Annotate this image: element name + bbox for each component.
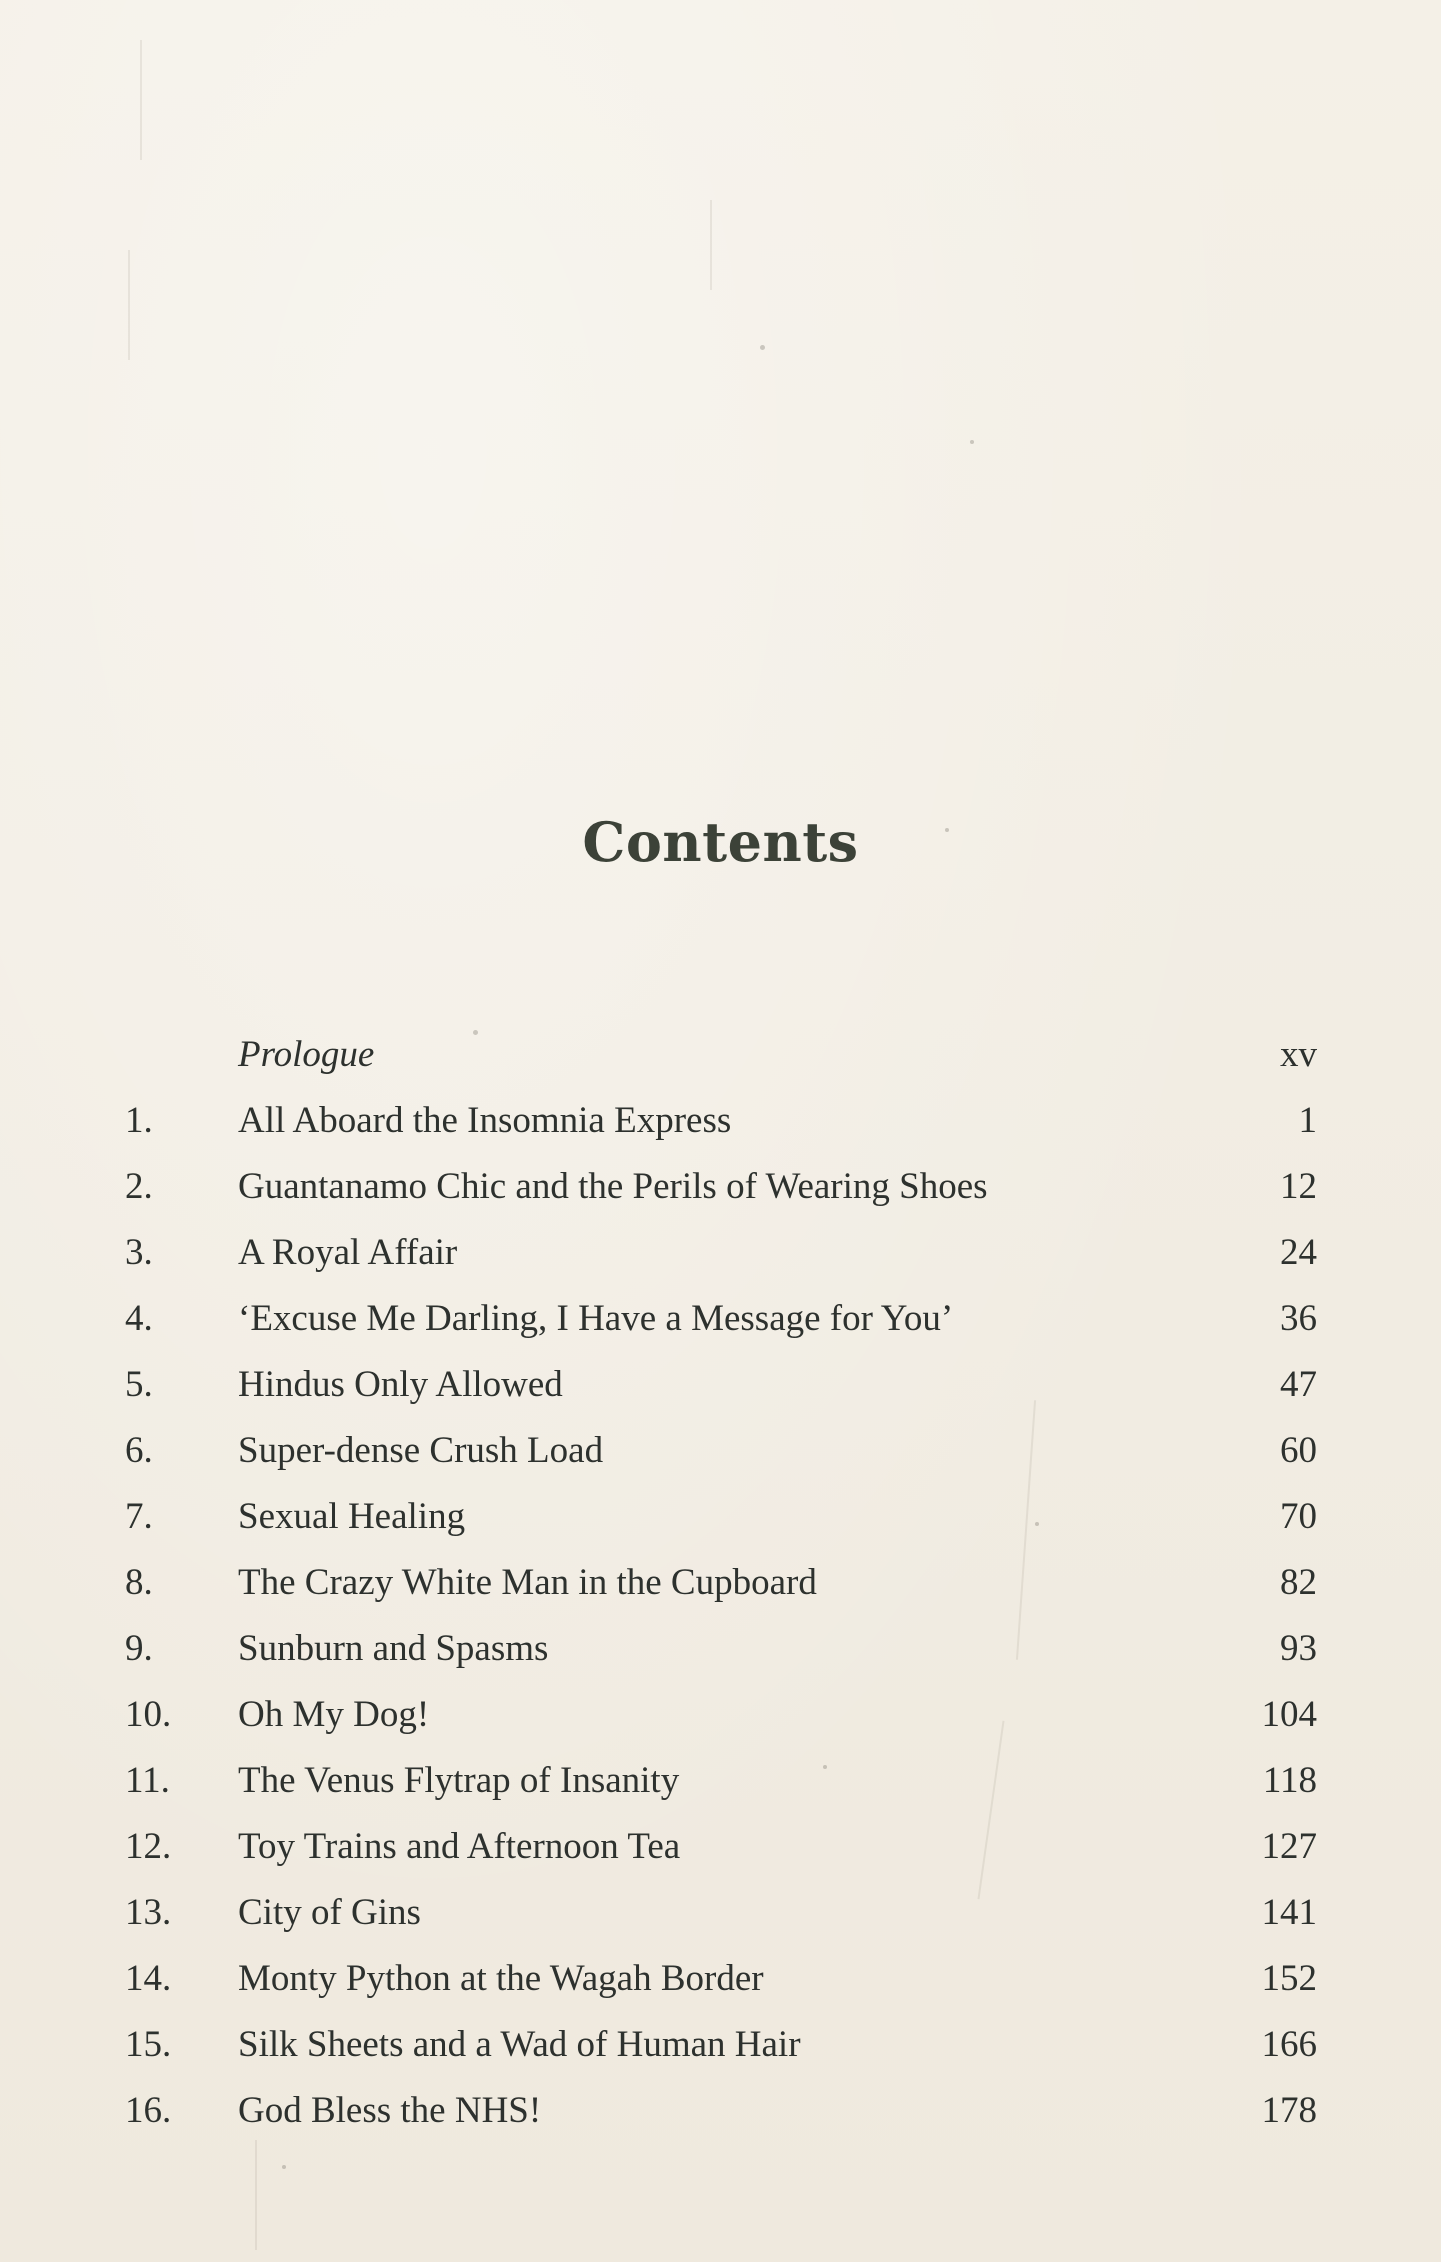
page-number: 166 xyxy=(1261,2024,1317,2065)
toc-entry xyxy=(0,1154,1441,1220)
chapter-number: 7. xyxy=(125,1496,153,1537)
toc-entry xyxy=(0,1550,1441,1616)
paper-streak xyxy=(710,200,712,290)
chapter-title: God Bless the NHS! xyxy=(238,2090,542,2131)
page-number: 24 xyxy=(1280,1232,1317,1273)
paper-streak xyxy=(140,40,142,160)
toc-entry xyxy=(0,1352,1441,1418)
chapter-number: 10. xyxy=(125,1694,172,1735)
toc-entry xyxy=(0,2078,1441,2144)
toc-entry xyxy=(0,1418,1441,1484)
paper-streak xyxy=(255,2140,257,2250)
page-number: 141 xyxy=(1261,1892,1317,1933)
toc-entry xyxy=(0,1022,1441,1088)
toc-entry xyxy=(0,1286,1441,1352)
chapter-title: Super-dense Crush Load xyxy=(238,1430,604,1471)
page-number: 127 xyxy=(1261,1826,1317,1867)
toc-entry xyxy=(0,1484,1441,1550)
page-number: 12 xyxy=(1280,1166,1317,1207)
chapter-number: 6. xyxy=(125,1430,153,1471)
page-number: 104 xyxy=(1261,1694,1317,1735)
page-number: 82 xyxy=(1280,1562,1317,1603)
chapter-number: 15. xyxy=(125,2024,172,2065)
table-of-contents xyxy=(0,1022,1441,2144)
chapter-number: 1. xyxy=(125,1100,153,1141)
page-number: 47 xyxy=(1280,1364,1317,1405)
chapter-title: The Crazy White Man in the Cupboard xyxy=(238,1562,817,1603)
contents-heading: Contents xyxy=(582,810,859,874)
toc-entry xyxy=(0,1814,1441,1880)
toc-entry xyxy=(0,1946,1441,2012)
page-number: 93 xyxy=(1280,1628,1317,1669)
chapter-title: City of Gins xyxy=(238,1892,421,1933)
chapter-number: 13. xyxy=(125,1892,172,1933)
chapter-number: 11. xyxy=(125,1760,170,1801)
page-number: 1 xyxy=(1298,1100,1317,1141)
chapter-number: 14. xyxy=(125,1958,172,1999)
toc-entry xyxy=(0,1880,1441,1946)
chapter-number: 4. xyxy=(125,1298,153,1339)
toc-entry xyxy=(0,1682,1441,1748)
page-number: xv xyxy=(1280,1034,1317,1075)
chapter-title: All Aboard the Insomnia Express xyxy=(238,1100,732,1141)
chapter-title: Prologue xyxy=(238,1034,375,1075)
chapter-title: Sexual Healing xyxy=(238,1496,466,1537)
chapter-title: A Royal Affair xyxy=(238,1232,458,1273)
chapter-title: Oh My Dog! xyxy=(238,1694,430,1735)
chapter-title: Toy Trains and Afternoon Tea xyxy=(238,1826,681,1867)
chapter-title: Silk Sheets and a Wad of Human Hair xyxy=(238,2024,801,2065)
toc-entry xyxy=(0,1220,1441,1286)
paper-speck xyxy=(282,2165,286,2169)
page-number: 70 xyxy=(1280,1496,1317,1537)
toc-entry xyxy=(0,1088,1441,1154)
toc-entry xyxy=(0,1616,1441,1682)
chapter-title: Hindus Only Allowed xyxy=(238,1364,563,1405)
page-number: 152 xyxy=(1261,1958,1317,1999)
chapter-title: Guantanamo Chic and the Perils of Wearing Shoes xyxy=(238,1166,988,1207)
toc-entry xyxy=(0,2012,1441,2078)
page-number: 36 xyxy=(1280,1298,1317,1339)
page-number: 118 xyxy=(1262,1760,1317,1801)
chapter-title: Sunburn and Spasms xyxy=(238,1628,549,1669)
chapter-number: 2. xyxy=(125,1166,153,1207)
page-number: 178 xyxy=(1261,2090,1317,2131)
chapter-number: 16. xyxy=(125,2090,172,2131)
chapter-title: The Venus Flytrap of Insanity xyxy=(238,1760,680,1801)
chapter-number: 9. xyxy=(125,1628,153,1669)
paper-speck xyxy=(970,440,974,444)
chapter-title: Monty Python at the Wagah Border xyxy=(238,1958,764,1999)
chapter-title: ‘Excuse Me Darling, I Have a Message for You’ xyxy=(238,1298,954,1339)
chapter-number: 12. xyxy=(125,1826,172,1867)
chapter-number: 3. xyxy=(125,1232,153,1273)
paper-streak xyxy=(128,250,130,360)
chapter-number: 5. xyxy=(125,1364,153,1405)
page-number: 60 xyxy=(1280,1430,1317,1471)
paper-speck xyxy=(760,345,765,350)
toc-entry xyxy=(0,1748,1441,1814)
chapter-number: 8. xyxy=(125,1562,153,1603)
